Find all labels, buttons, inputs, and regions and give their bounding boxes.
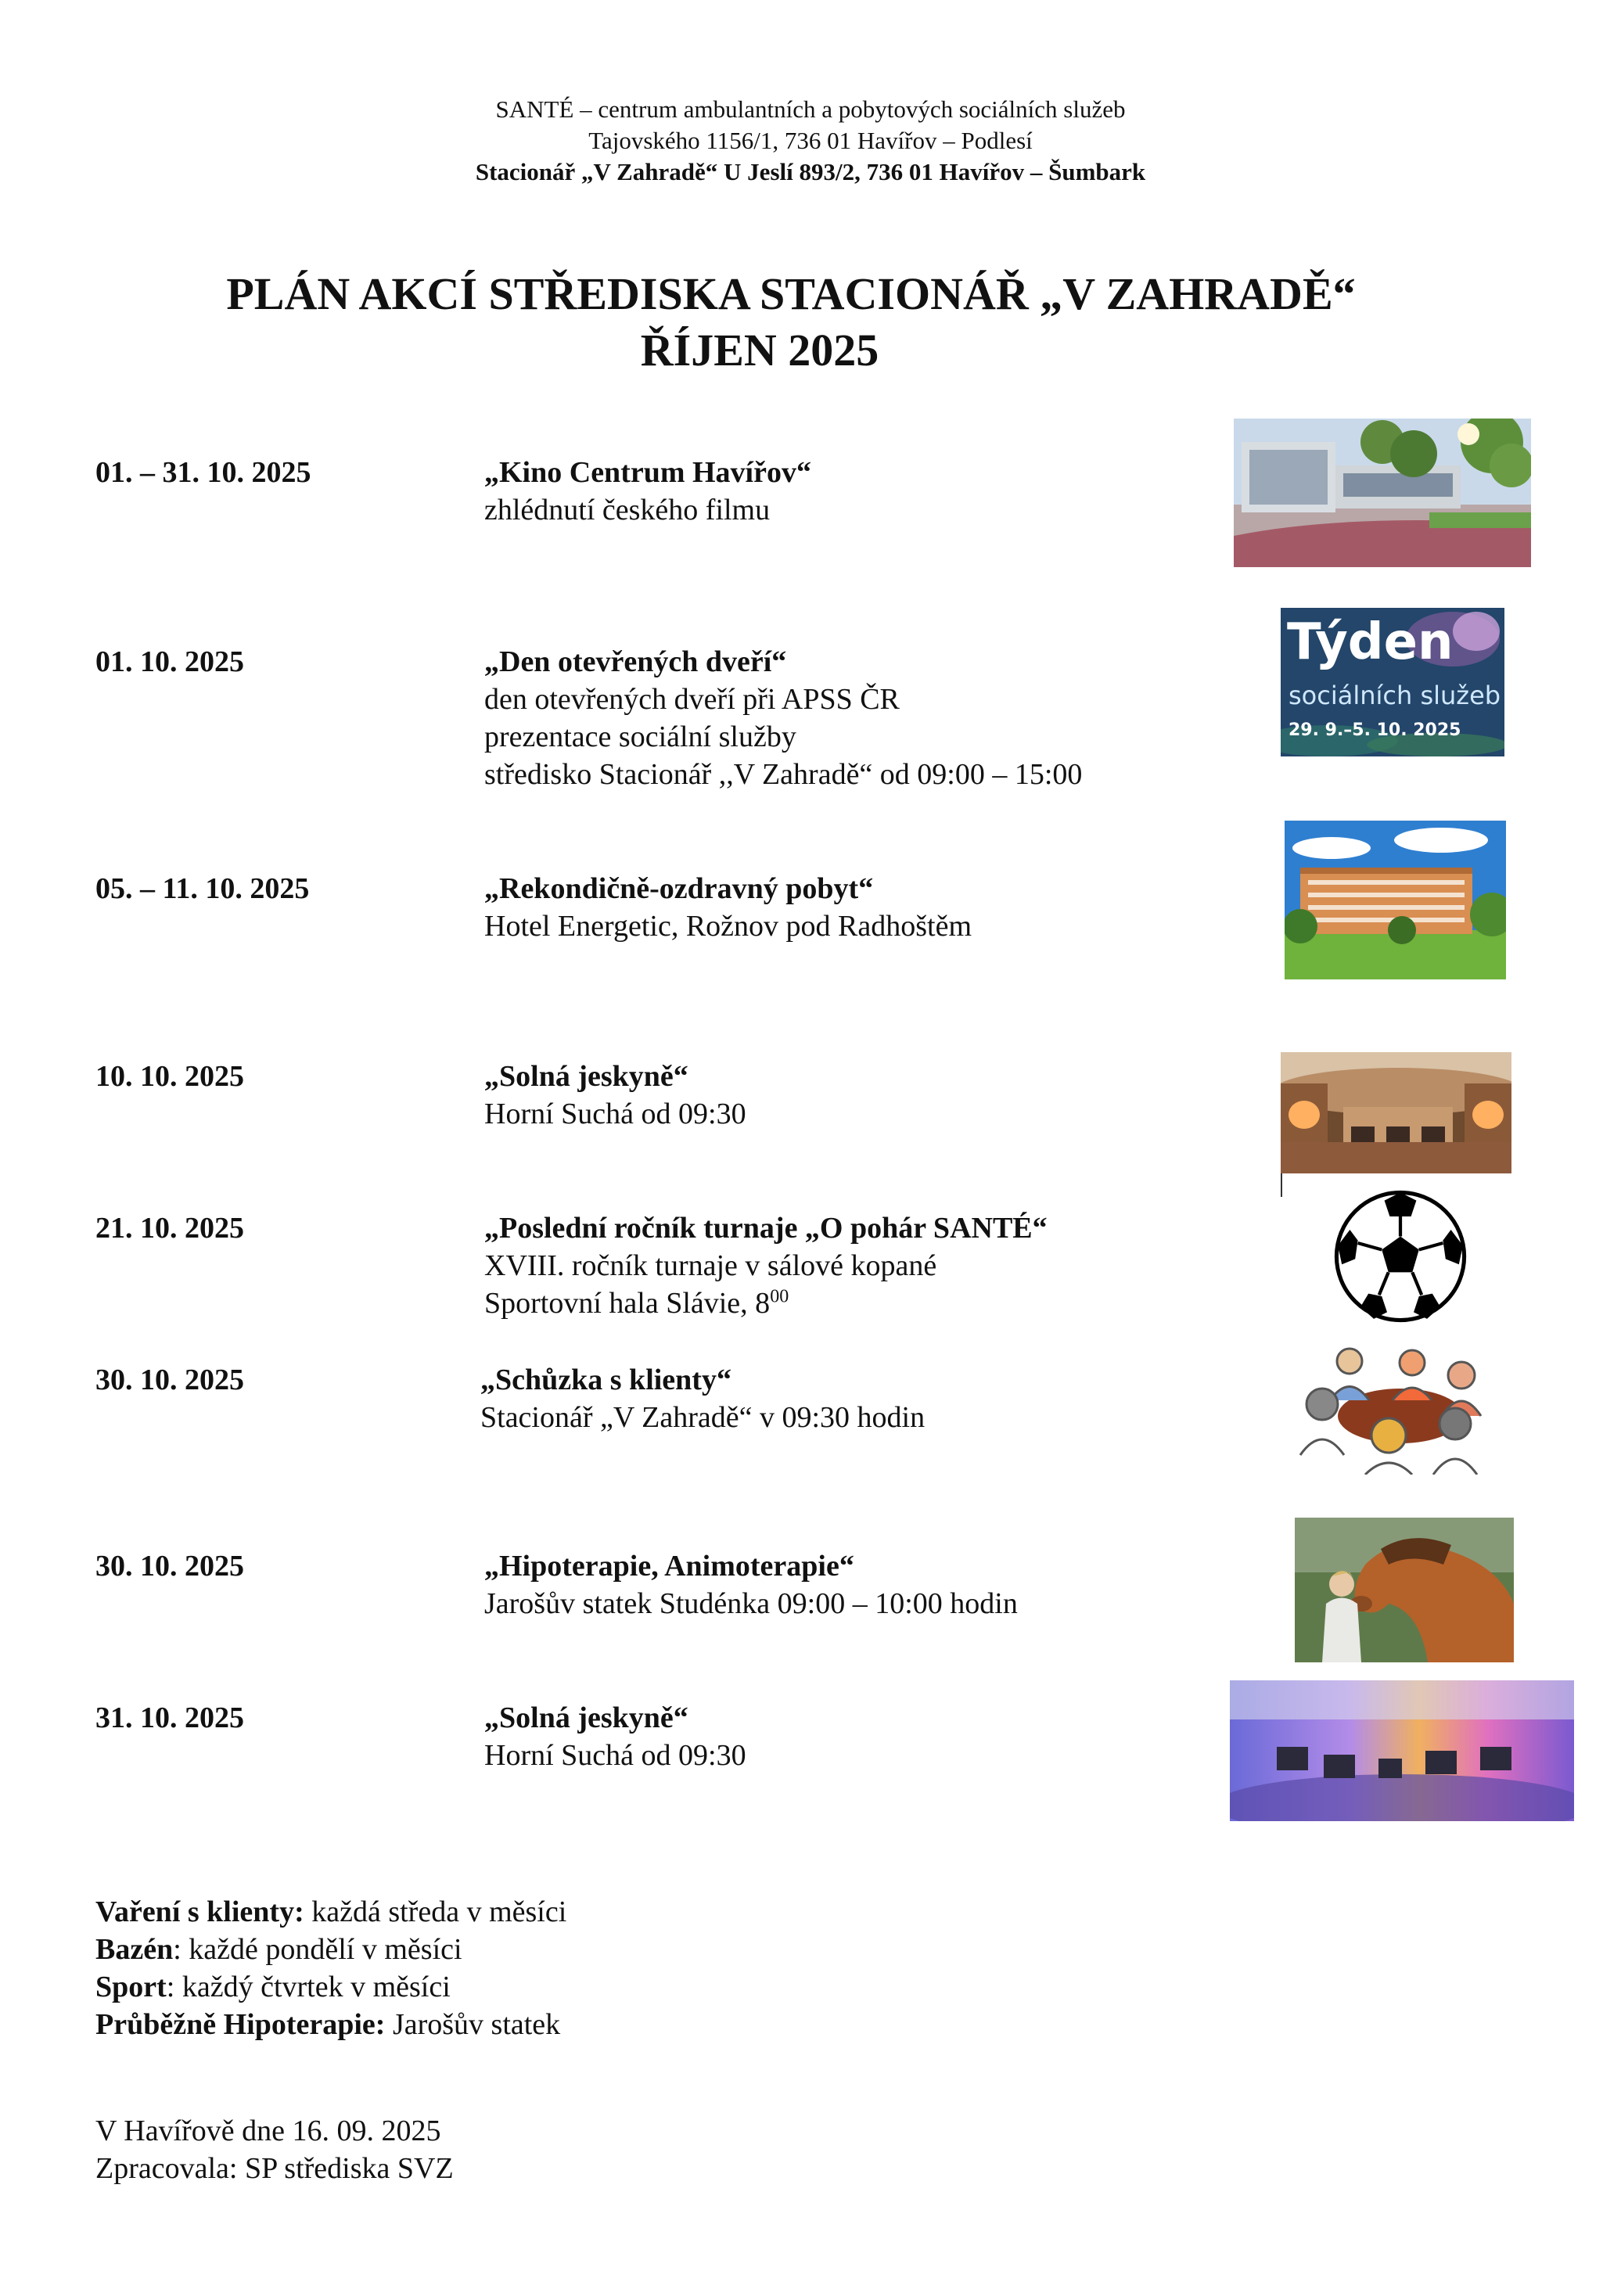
page-subtitle-month: ŘÍJEN 2025 [640, 325, 879, 375]
event-details [480, 1361, 925, 1436]
event-title: „Den otevřených dveří“ [484, 645, 787, 678]
event-details [484, 1699, 746, 1774]
meeting-illustration [1299, 1346, 1494, 1475]
header-organization: SANTÉ – centrum ambulantních a pobytových sociálních služeb [495, 95, 1126, 123]
event-date: 10. 10. 2025 [95, 1060, 244, 1093]
regular-activity: Vaření s klienty: každá středa v měsíci [95, 1895, 567, 1928]
event-line: Stacionář „V Zahradě“ v 09:30 hodin [480, 1401, 926, 1434]
event-line: den otevřených dveří při APSS ČR [484, 683, 900, 716]
header-stacionar-address: Stacionář „V Zahradě“ U Jeslí 893/2, 736 01 Havířov – Šumbark [475, 158, 1146, 185]
event-line: zhlédnutí českého filmu [484, 494, 771, 526]
banner-word: Týden [1287, 613, 1454, 671]
event-line: XVIII. ročník turnaje v sálové kopané [484, 1249, 937, 1282]
event-date: 01. 10. 2025 [95, 645, 244, 678]
event-details [484, 870, 972, 945]
event-title: „Solná jeskyně“ [484, 1060, 688, 1093]
event-date: 30. 10. 2025 [95, 1364, 244, 1396]
event-title: „Solná jeskyně“ [484, 1701, 688, 1734]
cinema-building-photo [1234, 419, 1531, 567]
prepared-by: Zpracovala: SP střediska SVZ [95, 2152, 454, 2185]
banner-dates: 29. 9.–5. 10. 2025 [1289, 720, 1461, 740]
event-title: „Poslední ročník turnaje „O pohár SANTÉ“ [484, 1212, 1048, 1245]
regular-activity: Průběžně Hipoterapie: Jarošův statek [95, 2008, 561, 2041]
week-of-social-services-banner [1281, 608, 1504, 756]
event-line: středisko Stacionář ,,V Zahradě“ od 09:00 – 15:00 [484, 758, 1083, 791]
salt-cave-colored-photo [1230, 1680, 1574, 1821]
hotel-photo [1285, 821, 1506, 979]
header-address: Tajovského 1156/1, 736 01 Havířov – Podlesí [588, 127, 1033, 154]
soccer-ball-icon [1334, 1189, 1467, 1324]
event-line: Hotel Energetic, Rožnov pod Radhoštěm [484, 910, 972, 943]
event-line: Horní Suchá od 09:30 [484, 1098, 746, 1130]
horse-photo [1295, 1518, 1514, 1662]
event-details [484, 454, 811, 529]
event-date: 21. 10. 2025 [95, 1212, 244, 1245]
event-title: „Kino Centrum Havířov“ [484, 456, 811, 489]
event-line: Sportovní hala Slávie, $8^{00}$ [484, 1286, 789, 1320]
event-date: 30. 10. 2025 [95, 1550, 244, 1583]
event-date: 05. – 11. 10. 2025 [95, 872, 310, 905]
event-title: „Schůzka s klienty“ [480, 1364, 731, 1396]
place-and-date: V Havířově dne 16. 09. 2025 [95, 2115, 441, 2147]
event-title: „Rekondičně-ozdravný pobyt“ [484, 872, 874, 905]
event-details [484, 1058, 746, 1133]
regular-activity: Bazén: každé pondělí v měsíci [95, 1933, 462, 1966]
banner-subtitle: sociálních služeb [1289, 681, 1501, 710]
image-border-fragment [1281, 1173, 1282, 1197]
event-details [484, 1547, 1018, 1622]
event-details [484, 1209, 1048, 1322]
page-title: PLÁN AKCÍ STŘEDISKA STACIONÁŘ „V ZAHRADĚ“ [226, 268, 1356, 319]
event-date: 31. 10. 2025 [95, 1701, 244, 1734]
event-details [484, 643, 1082, 793]
event-line: Horní Suchá od 09:30 [484, 1739, 746, 1772]
event-line: prezentace sociální služby [484, 720, 796, 753]
regular-activity: Sport: každý čtvrtek v měsíci [95, 1971, 451, 2003]
event-line: Jarošův statek Studénka 09:00 – 10:00 hodin [484, 1587, 1018, 1620]
event-date: 01. – 31. 10. 2025 [95, 456, 311, 489]
event-title: „Hipoterapie, Animoterapie“ [484, 1550, 854, 1583]
salt-cave-photo [1281, 1052, 1511, 1173]
